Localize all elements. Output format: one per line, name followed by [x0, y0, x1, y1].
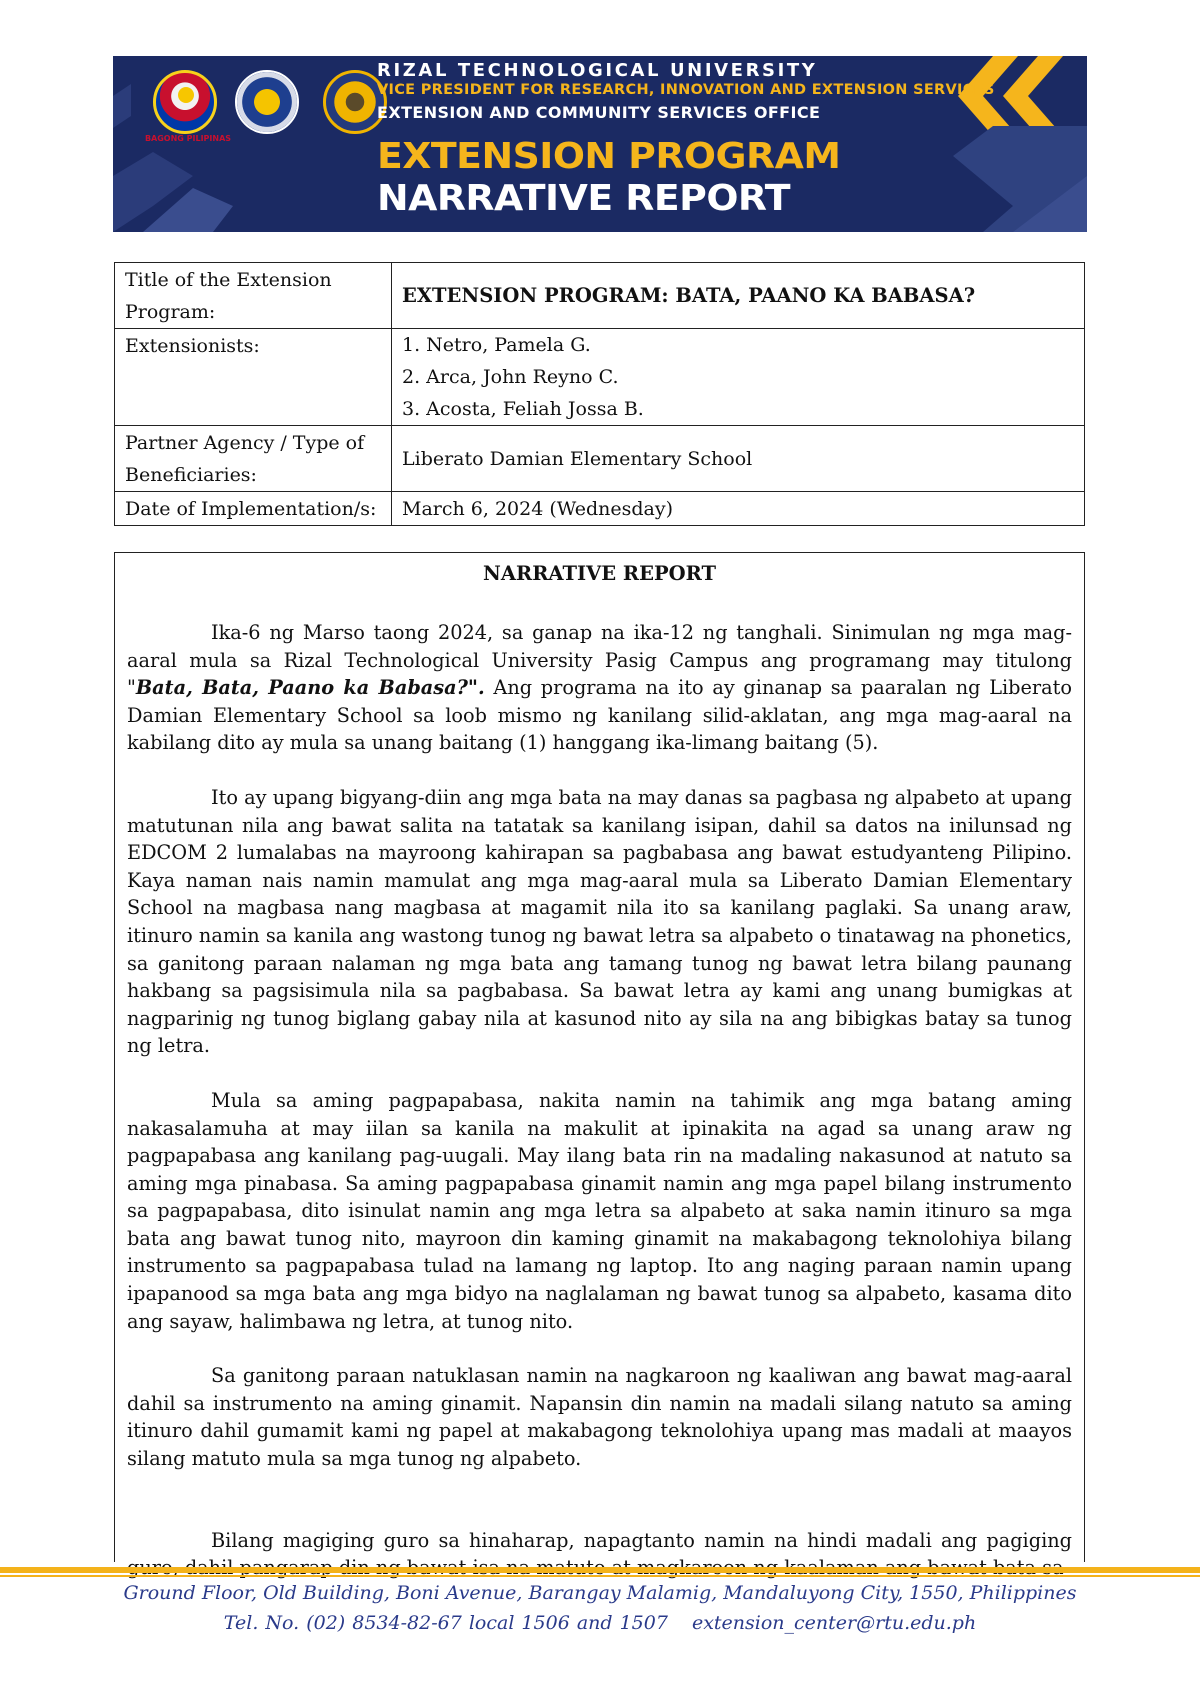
footer-divider-thin [0, 1575, 1200, 1577]
banner-title-line1: EXTENSION PROGRAM [377, 136, 841, 177]
table-row [115, 263, 1085, 329]
table-row [115, 426, 1085, 492]
narrative-paragraph-5: Bilang magiging guro sa hinaharap, napagtanto namin na hindi madali ang pagiging [211, 1528, 1072, 1552]
office-name: EXTENSION AND COMMUNITY SERVICES OFFICE [377, 103, 821, 122]
footer-email[interactable]: extension_center@rtu.edu.ph [691, 1612, 977, 1634]
table-row [115, 492, 1085, 526]
narrative-section [114, 552, 1085, 1562]
footer-contact [0, 1612, 1200, 1634]
extensionist-item: 2. Arca, John Reyno C. [402, 366, 619, 388]
header-banner [113, 56, 1087, 232]
narrative-paragraph-1 [115, 619, 1084, 757]
paragraph-text: Ang programa na ito ay ginanap sa paaralan ng Liberato Damian Elementary School sa loob mismo ng kanilang silid-aklatan, ang mga mag-aaral na kabilang dito ay mula sa unang baitang (1) hanggang ika-limang baitang (5). [127, 676, 1072, 755]
footer-divider [0, 1567, 1200, 1573]
rtu-seal-logo [235, 70, 299, 134]
narrative-heading: NARRATIVE REPORT [483, 562, 716, 585]
extensionist-item: 1. Netro, Pamela G. [402, 334, 591, 356]
extensionists-list [392, 329, 1085, 426]
title-label: Title of the Extension Program: [115, 263, 392, 329]
paragraph-text: Ika-6 ng Marso taong 2024, sa ganap na ika-12 ng tanghali. Sinimulan ng mga mag-aaral mula sa Rizal Technological University Pasig Campus ang programang may titulong " [127, 621, 1072, 700]
program-info-table [114, 262, 1085, 526]
title-value: EXTENSION PROGRAM: BATA, PAANO KA BABASA? [392, 263, 1085, 329]
university-name: RIZAL TECHNOLOGICAL UNIVERSITY [377, 60, 818, 81]
partner-value: Liberato Damian Elementary School [392, 426, 1085, 492]
bagong-pilipinas-logo [153, 70, 217, 134]
narrative-paragraph-4: Sa ganitong paraan natuklasan namin na nagkaroon ng kaaliwan ang bawat mag-aaral dahil sa instrumento na aming ginamit. Napansin din namin na madali silang natuto sa aming itinuro dahil gumamit kami ng papel at makabagong teknolohiya upang mas madali at maayos silang matuto mula sa mga tunog ng alpabeto. [127, 1364, 1072, 1471]
date-value: March 6, 2024 (Wednesday) [392, 492, 1085, 526]
date-label: Date of Implementation/s: [115, 492, 392, 526]
narrative-paragraph-2: Ito ay upang bigyang-diin ang mga bata na may danas sa pagbasa ng alpabeto at upang matutunan nila ang bawat salita na tatatak sa kanilang isipan, dahil sa datos na inilunsad ng EDCOM 2 lumalabas na mayroong kahirapan sa pagbabasa ang bawat estudyanteng Pilipino. Kaya naman nais namin mamulat ang mga mag-aaral mula sa Liberato Damian Elementary School na magbasa nang magbasa at magamit nila ito sa kanilang paglaki. Sa unang araw, itinuro namin sa kanila ang wastong tunog ng bawat letra sa alpabeto o tinatawag na phonetics, sa ganitong paraan nalaman ng mga bata ang tamang tunog ng bawat letra bilang paunang hakbang sa pagsisimula nila sa pagbabasa. Sa bawat letra ay kami ang unang bumigkas at nagparinig ng tunog biglang gabay nila at kasunod nito ay sila na ang bibigkas batay sa tunog ng letra. [127, 785, 1072, 1058]
table-row [115, 329, 1085, 426]
program-title-emphasis: Bata, Bata, Paano ka Babasa?". [135, 676, 485, 700]
vice-president-office: VICE PRESIDENT FOR RESEARCH, INNOVATION AND EXTENSION SERVICES [377, 82, 995, 98]
footer-tel: Tel. No. (02) 8534-82-67 local 1506 and 1507 [223, 1612, 668, 1634]
banner-title-line2: NARRATIVE REPORT [377, 178, 791, 219]
footer-address: Ground Floor, Old Building, Boni Avenue, Barangay Malamig, Mandaluyong City, 1550, Philippines [123, 1582, 1077, 1604]
narrative-paragraph-3: Mula sa aming pagpapabasa, nakita namin na tahimik ang mga batang aming nakasalamuha at may iilan sa kanila na makulit at ipinakita na agad sa unang araw ng pagpapabasa ang kanilang pag-uugali. May ilang bata rin na madaling nakasunod at natuto sa aming mga pinabasa. Sa aming pagpapabasa ginamit namin ang mga papel bilang instrumento sa pagpapabasa, dito isinulat namin ang mga letra sa alpabeto at saka namin itinuro sa mga bata ang bawat tunog nito, mayroon din kaming ginamit na makabagong teknolohiya bilang instrumento sa pagpapabasa tulad na lamang ng laptop. Ito ang naging paraan namin upang ipapanood sa mga bata ang mga bidyo na naglalaman ng bawat tunog sa alpabeto, kasama dito ang sayaw, halimbawa ng letra, at tunog nito. [127, 1088, 1072, 1333]
extensionist-item: 3. Acosta, Feliah Jossa B. [402, 398, 644, 420]
partner-label: Partner Agency / Type of Beneficiaries: [115, 426, 392, 492]
extensionists-label: Extensionists: [115, 329, 392, 426]
bagong-pilipinas-text: BAGONG PILIPINAS [144, 134, 232, 143]
